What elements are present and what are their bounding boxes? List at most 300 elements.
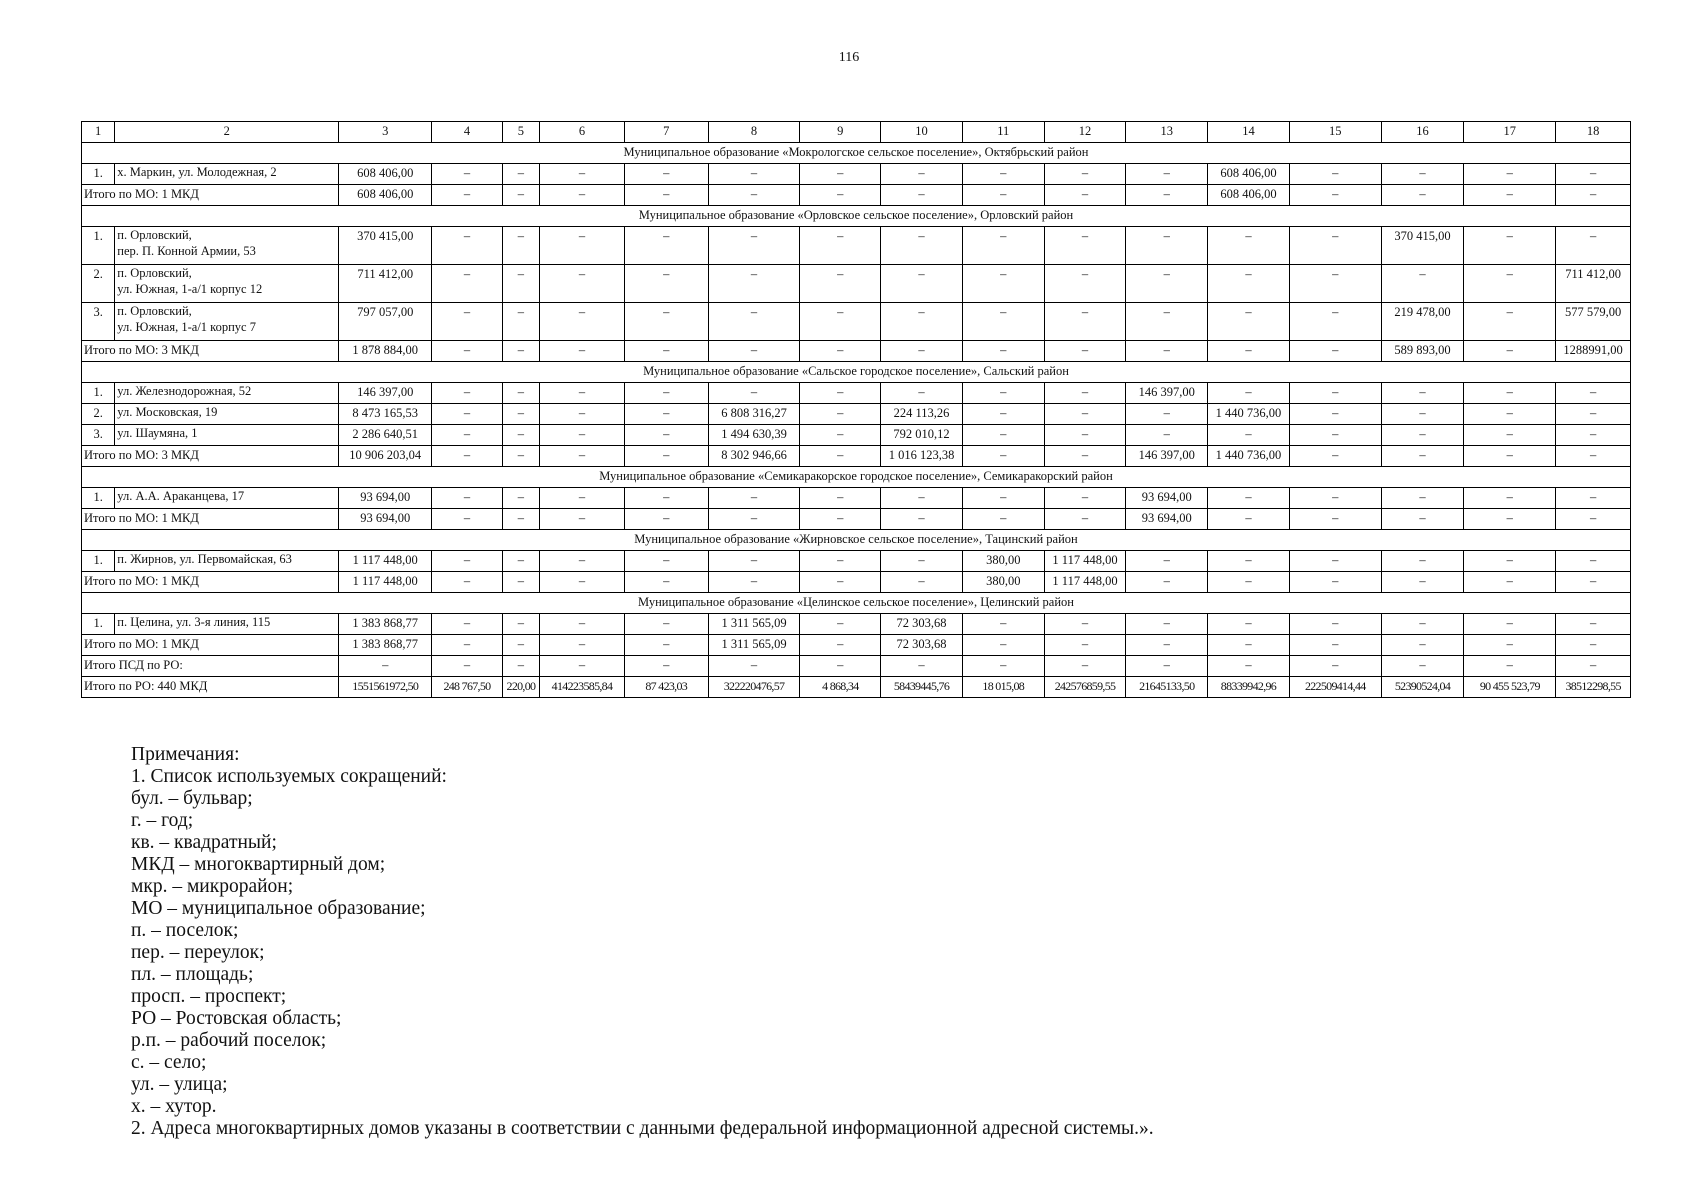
value-cell: 146 397,00 — [339, 383, 432, 404]
value-cell: – — [1289, 383, 1381, 404]
value-cell: – — [962, 488, 1044, 509]
value-cell: 608 406,00 — [1208, 164, 1290, 185]
column-number-cell: 10 — [881, 122, 963, 143]
value-cell: – — [708, 265, 800, 303]
value-cell: 93 694,00 — [339, 488, 432, 509]
value-cell: – — [1289, 341, 1381, 362]
total-label: Итого по МО: 1 МКД — [82, 572, 339, 593]
value-cell: – — [1289, 164, 1381, 185]
value-cell: 90 455 523,79 — [1464, 677, 1556, 698]
value-cell: – — [1289, 185, 1381, 206]
value-cell: – — [1556, 425, 1631, 446]
column-number-cell: 9 — [800, 122, 881, 143]
note-line: х. – хутор. — [131, 1096, 217, 1117]
value-cell: – — [1381, 614, 1464, 635]
value-cell: – — [1208, 341, 1290, 362]
value-cell: – — [624, 341, 708, 362]
value-cell: – — [1556, 185, 1631, 206]
value-cell: 1 311 565,09 — [708, 635, 800, 656]
value-cell: – — [881, 185, 963, 206]
value-cell: – — [1381, 446, 1464, 467]
value-cell: – — [540, 341, 625, 362]
value-cell: – — [1381, 164, 1464, 185]
note-line: 2. Адреса многоквартирных домов указаны в соответствии с данными федеральной информационной адресной системы.». — [131, 1118, 1154, 1139]
value-cell: – — [962, 265, 1044, 303]
column-number-cell: 5 — [502, 122, 539, 143]
section-row — [82, 530, 1631, 551]
total-label: Итого ПСД по РО: — [82, 656, 339, 677]
column-number-cell: 4 — [432, 122, 503, 143]
value-cell: – — [962, 509, 1044, 530]
value-cell: – — [432, 551, 503, 572]
value-cell: – — [540, 164, 625, 185]
row-number: 1. — [82, 164, 115, 185]
note-line: пер. – переулок; — [131, 942, 265, 963]
value-cell: – — [1464, 265, 1556, 303]
note-line: пл. – площадь; — [131, 964, 254, 985]
value-cell: 1 117 448,00 — [1044, 572, 1126, 593]
note-line: р.п. – рабочий поселок; — [131, 1030, 327, 1051]
value-cell: – — [1464, 383, 1556, 404]
value-cell: – — [1556, 572, 1631, 593]
value-cell: – — [624, 551, 708, 572]
value-cell: – — [432, 227, 503, 265]
value-cell: – — [708, 383, 800, 404]
value-cell: 146 397,00 — [1126, 383, 1208, 404]
value-cell: – — [1556, 656, 1631, 677]
value-cell: – — [800, 614, 881, 635]
value-cell: 1 494 630,39 — [708, 425, 800, 446]
value-cell: – — [1126, 303, 1208, 341]
value-cell: – — [540, 488, 625, 509]
value-cell: – — [1208, 265, 1290, 303]
value-cell: 18 015,08 — [962, 677, 1044, 698]
value-cell: – — [800, 572, 881, 593]
value-cell: – — [624, 265, 708, 303]
value-cell: – — [962, 164, 1044, 185]
table-row — [82, 425, 1631, 446]
value-cell: – — [800, 635, 881, 656]
value-cell: 1 440 736,00 — [1208, 446, 1290, 467]
value-cell: 146 397,00 — [1126, 446, 1208, 467]
value-cell: – — [540, 404, 625, 425]
value-cell: 72 303,68 — [881, 635, 963, 656]
value-cell: – — [881, 509, 963, 530]
value-cell: – — [502, 383, 539, 404]
value-cell: – — [1556, 614, 1631, 635]
value-cell: – — [708, 551, 800, 572]
value-cell: – — [432, 509, 503, 530]
value-cell: – — [708, 164, 800, 185]
value-cell: – — [502, 572, 539, 593]
value-cell: – — [881, 383, 963, 404]
value-cell: – — [1044, 185, 1126, 206]
value-cell: – — [1044, 303, 1126, 341]
total-row — [82, 446, 1631, 467]
value-cell: – — [962, 341, 1044, 362]
value-cell: – — [962, 404, 1044, 425]
value-cell: – — [1464, 446, 1556, 467]
value-cell: – — [962, 383, 1044, 404]
value-cell: – — [502, 185, 539, 206]
note-line: Примечания: — [131, 744, 240, 765]
value-cell: – — [1289, 614, 1381, 635]
value-cell: – — [1464, 303, 1556, 341]
value-cell: – — [1464, 227, 1556, 265]
table-row — [82, 614, 1631, 635]
note-line: г. – год; — [131, 810, 194, 831]
value-cell: – — [502, 488, 539, 509]
value-cell: 1288991,00 — [1556, 341, 1631, 362]
value-cell: – — [540, 635, 625, 656]
value-cell: 52390524,04 — [1381, 677, 1464, 698]
section-title: Муниципальное образование «Семикаракорское городское поселение», Семикаракорский район — [82, 467, 1631, 488]
value-cell: – — [1381, 265, 1464, 303]
value-cell: – — [881, 303, 963, 341]
value-cell: – — [800, 509, 881, 530]
value-cell: 219 478,00 — [1381, 303, 1464, 341]
value-cell: 1 117 448,00 — [339, 572, 432, 593]
value-cell: – — [1208, 614, 1290, 635]
table-row — [82, 164, 1631, 185]
value-cell: – — [962, 303, 1044, 341]
total-row — [82, 185, 1631, 206]
value-cell: 1 311 565,09 — [708, 614, 800, 635]
value-cell: – — [1208, 656, 1290, 677]
value-cell: – — [432, 185, 503, 206]
value-cell: – — [624, 303, 708, 341]
value-cell: – — [540, 227, 625, 265]
note-line: просп. – проспект; — [131, 986, 287, 1007]
note-line: бул. – бульвар; — [131, 788, 253, 809]
value-cell: – — [1126, 551, 1208, 572]
value-cell: – — [1381, 635, 1464, 656]
row-number: 3. — [82, 303, 115, 341]
value-cell: – — [1126, 425, 1208, 446]
row-number: 1. — [82, 227, 115, 265]
column-number-cell: 17 — [1464, 122, 1556, 143]
value-cell: 711 412,00 — [339, 265, 432, 303]
value-cell: – — [502, 164, 539, 185]
column-number-cell: 7 — [624, 122, 708, 143]
address-cell: п. Орловский, ул. Южная, 1-а/1 корпус 7 — [115, 303, 339, 341]
value-cell: 589 893,00 — [1381, 341, 1464, 362]
value-cell: – — [540, 265, 625, 303]
value-cell: – — [800, 383, 881, 404]
value-cell: – — [1464, 425, 1556, 446]
value-cell: – — [432, 164, 503, 185]
row-number: 1. — [82, 488, 115, 509]
value-cell: – — [800, 488, 881, 509]
value-cell: – — [1464, 614, 1556, 635]
total-row — [82, 509, 1631, 530]
value-cell: – — [624, 185, 708, 206]
value-cell: – — [1126, 227, 1208, 265]
total-row — [82, 677, 1631, 698]
value-cell: – — [1289, 635, 1381, 656]
value-cell: – — [881, 227, 963, 265]
value-cell: – — [540, 303, 625, 341]
value-cell: – — [708, 185, 800, 206]
value-cell: – — [1044, 383, 1126, 404]
value-cell: 248 767,50 — [432, 677, 503, 698]
value-cell: – — [800, 656, 881, 677]
value-cell: – — [800, 227, 881, 265]
value-cell: – — [432, 303, 503, 341]
value-cell: – — [962, 425, 1044, 446]
value-cell: – — [800, 164, 881, 185]
value-cell: – — [432, 446, 503, 467]
value-cell: 220,00 — [502, 677, 539, 698]
table-row — [82, 303, 1631, 341]
total-label: Итого по МО: 1 МКД — [82, 509, 339, 530]
address-cell: ул. Шаумяна, 1 — [115, 425, 339, 446]
value-cell: – — [502, 446, 539, 467]
value-cell: – — [540, 551, 625, 572]
value-cell: – — [624, 635, 708, 656]
value-cell: 608 406,00 — [339, 185, 432, 206]
value-cell: 88339942,96 — [1208, 677, 1290, 698]
column-number-cell: 11 — [962, 122, 1044, 143]
value-cell: 792 010,12 — [881, 425, 963, 446]
value-cell: – — [540, 383, 625, 404]
value-cell: – — [1464, 164, 1556, 185]
total-label: Итого по РО: 440 МКД — [82, 677, 339, 698]
value-cell: – — [624, 446, 708, 467]
value-cell: 322220476,57 — [708, 677, 800, 698]
value-cell: – — [962, 656, 1044, 677]
note-line: п. – поселок; — [131, 920, 239, 941]
table-row — [82, 383, 1631, 404]
address-cell: ул. А.А. Араканцева, 17 — [115, 488, 339, 509]
value-cell: – — [432, 572, 503, 593]
note-line: кв. – квадратный; — [131, 832, 277, 853]
table-row — [82, 227, 1631, 265]
value-cell: 242576859,55 — [1044, 677, 1126, 698]
value-cell: 1 383 868,77 — [339, 635, 432, 656]
value-cell: – — [540, 509, 625, 530]
table-row — [82, 265, 1631, 303]
column-number-cell: 2 — [115, 122, 339, 143]
value-cell: – — [502, 341, 539, 362]
value-cell: 797 057,00 — [339, 303, 432, 341]
table-row — [82, 551, 1631, 572]
table-row — [82, 488, 1631, 509]
value-cell: – — [1208, 488, 1290, 509]
address-cell: п. Орловский, пер. П. Конной Армии, 53 — [115, 227, 339, 265]
value-cell: 93 694,00 — [339, 509, 432, 530]
value-cell: – — [708, 509, 800, 530]
value-cell: – — [1381, 185, 1464, 206]
column-number-cell: 16 — [1381, 122, 1464, 143]
value-cell: – — [1126, 341, 1208, 362]
value-cell: – — [502, 635, 539, 656]
value-cell: 1 440 736,00 — [1208, 404, 1290, 425]
value-cell: 2 286 640,51 — [339, 425, 432, 446]
section-title: Муниципальное образование «Сальское городское поселение», Сальский район — [82, 362, 1631, 383]
address-cell: х. Маркин, ул. Молодежная, 2 — [115, 164, 339, 185]
value-cell: – — [432, 635, 503, 656]
column-number-cell: 12 — [1044, 122, 1126, 143]
value-cell: – — [881, 164, 963, 185]
section-row — [82, 362, 1631, 383]
value-cell: – — [624, 572, 708, 593]
value-cell: 1 383 868,77 — [339, 614, 432, 635]
value-cell: – — [800, 265, 881, 303]
value-cell: 8 302 946,66 — [708, 446, 800, 467]
value-cell: – — [1289, 656, 1381, 677]
column-number-cell: 13 — [1126, 122, 1208, 143]
value-cell: – — [1044, 265, 1126, 303]
value-cell: – — [1126, 164, 1208, 185]
value-cell: – — [881, 572, 963, 593]
value-cell: – — [881, 551, 963, 572]
value-cell: – — [1044, 425, 1126, 446]
value-cell: – — [502, 509, 539, 530]
value-cell: – — [502, 425, 539, 446]
value-cell: – — [1289, 425, 1381, 446]
column-number-cell: 15 — [1289, 122, 1381, 143]
value-cell: – — [502, 227, 539, 265]
note-line: ул. – улица; — [131, 1074, 228, 1095]
value-cell: – — [624, 164, 708, 185]
value-cell: – — [1208, 572, 1290, 593]
value-cell: 93 694,00 — [1126, 509, 1208, 530]
value-cell: 370 415,00 — [1381, 227, 1464, 265]
total-label: Итого по МО: 3 МКД — [82, 446, 339, 467]
value-cell: – — [624, 425, 708, 446]
value-cell: – — [708, 488, 800, 509]
value-cell: – — [624, 509, 708, 530]
value-cell: 58439445,76 — [881, 677, 963, 698]
value-cell: – — [1381, 488, 1464, 509]
page-number: 116 — [838, 50, 860, 65]
value-cell: – — [1044, 341, 1126, 362]
value-cell: – — [800, 551, 881, 572]
note-line: МКД – многоквартирный дом; — [131, 854, 386, 875]
value-cell: – — [1208, 509, 1290, 530]
value-cell: 1 016 123,38 — [881, 446, 963, 467]
value-cell: – — [800, 185, 881, 206]
value-cell: – — [432, 404, 503, 425]
value-cell: 380,00 — [962, 572, 1044, 593]
value-cell: – — [1289, 488, 1381, 509]
column-number-cell: 14 — [1208, 122, 1290, 143]
value-cell: – — [1044, 164, 1126, 185]
note-line: с. – село; — [131, 1052, 207, 1073]
value-cell: – — [1208, 425, 1290, 446]
value-cell: – — [1208, 551, 1290, 572]
value-cell: – — [708, 656, 800, 677]
value-cell: – — [1044, 614, 1126, 635]
value-cell: – — [708, 572, 800, 593]
value-cell: – — [540, 614, 625, 635]
value-cell: 93 694,00 — [1126, 488, 1208, 509]
value-cell: – — [1289, 265, 1381, 303]
value-cell: – — [339, 656, 432, 677]
row-number: 2. — [82, 404, 115, 425]
value-cell: – — [432, 265, 503, 303]
table-row — [82, 404, 1631, 425]
value-cell: 4 868,34 — [800, 677, 881, 698]
value-cell: – — [1464, 509, 1556, 530]
value-cell: – — [800, 425, 881, 446]
value-cell: – — [1556, 446, 1631, 467]
value-cell: 72 303,68 — [881, 614, 963, 635]
value-cell: – — [881, 341, 963, 362]
value-cell: – — [1556, 164, 1631, 185]
note-line: 1. Список используемых сокращений: — [131, 766, 447, 787]
value-cell: 577 579,00 — [1556, 303, 1631, 341]
value-cell: – — [708, 303, 800, 341]
note-line: РО – Ростовская область; — [131, 1008, 342, 1029]
address-cell: п. Жирнов, ул. Первомайская, 63 — [115, 551, 339, 572]
value-cell: 370 415,00 — [339, 227, 432, 265]
value-cell: – — [962, 614, 1044, 635]
column-number-cell: 1 — [82, 122, 115, 143]
value-cell: – — [962, 635, 1044, 656]
value-cell: – — [1126, 614, 1208, 635]
address-cell: п. Целина, ул. 3-я линия, 115 — [115, 614, 339, 635]
table-header-row — [82, 122, 1631, 143]
value-cell: – — [502, 265, 539, 303]
value-cell: – — [1044, 488, 1126, 509]
note-line: мкр. – микрорайон; — [131, 876, 294, 897]
total-row — [82, 656, 1631, 677]
value-cell: – — [1289, 227, 1381, 265]
value-cell: – — [432, 341, 503, 362]
value-cell: 6 808 316,27 — [708, 404, 800, 425]
total-label: Итого по МО: 1 МКД — [82, 635, 339, 656]
value-cell: – — [881, 265, 963, 303]
value-cell: – — [1381, 425, 1464, 446]
value-cell: 608 406,00 — [339, 164, 432, 185]
value-cell: – — [432, 488, 503, 509]
section-row — [82, 593, 1631, 614]
value-cell: – — [1289, 446, 1381, 467]
section-title: Муниципальное образование «Орловское сельское поселение», Орловский район — [82, 206, 1631, 227]
value-cell: – — [1126, 265, 1208, 303]
value-cell: – — [1126, 656, 1208, 677]
value-cell: – — [624, 614, 708, 635]
notes-block — [131, 744, 1631, 1140]
value-cell: – — [1464, 185, 1556, 206]
section-title: Муниципальное образование «Мокрологское сельское поселение», Октябрьский район — [82, 143, 1631, 164]
row-number: 3. — [82, 425, 115, 446]
value-cell: – — [1556, 404, 1631, 425]
value-cell: – — [432, 425, 503, 446]
value-cell: 1551561972,50 — [339, 677, 432, 698]
value-cell: – — [1126, 572, 1208, 593]
value-cell: 711 412,00 — [1556, 265, 1631, 303]
value-cell: – — [1556, 509, 1631, 530]
value-cell: – — [540, 656, 625, 677]
value-cell: – — [1464, 656, 1556, 677]
value-cell: 1 117 448,00 — [339, 551, 432, 572]
note-line: МО – муниципальное образование; — [131, 898, 426, 919]
value-cell: – — [540, 446, 625, 467]
value-cell: – — [1044, 509, 1126, 530]
value-cell: – — [1126, 404, 1208, 425]
value-cell: – — [1464, 488, 1556, 509]
value-cell: – — [1464, 635, 1556, 656]
value-cell: – — [502, 303, 539, 341]
value-cell: – — [1381, 572, 1464, 593]
value-cell: – — [962, 185, 1044, 206]
total-label: Итого по МО: 3 МКД — [82, 341, 339, 362]
value-cell: 222509414,44 — [1289, 677, 1381, 698]
value-cell: – — [1381, 656, 1464, 677]
